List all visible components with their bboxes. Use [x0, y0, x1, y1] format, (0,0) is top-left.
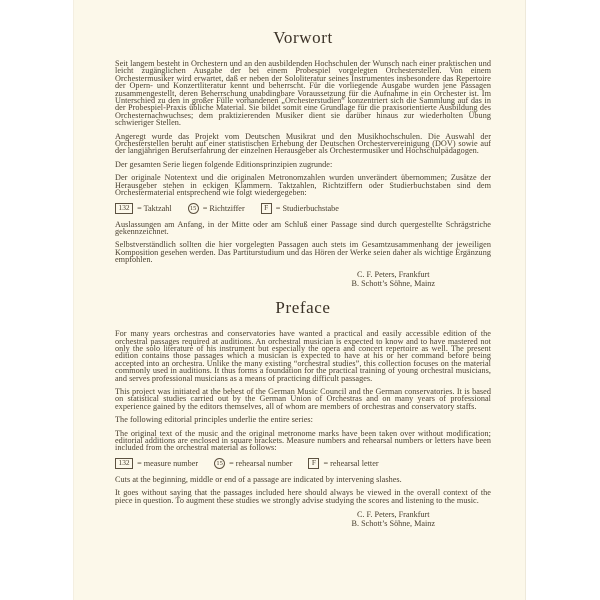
preface-signature-block — [352, 510, 435, 529]
preface-paragraph-6: It goes without saying that the passages included here should always be viewed in the overall context of the piece in question. To augment these studies we strongly advise studying the scores and listening to the music. — [115, 488, 491, 505]
measure-number-label: = measure number — [137, 458, 199, 468]
preface-paragraph-4: The original text of the music and the original metronome marks have been taken over without modification; editorial additions are enclosed in square brackets. Measure numbers and rehearsal numbers or letters have been included from the orchestral material as follows: — [115, 428, 491, 453]
rehearsal-letter-box: F — [261, 203, 272, 214]
vorwort-paragraph-1: Seit langem besteht in Orchestern und an den ausbildenden Hochschulen der Wunsch nach einer praktischen und leicht zugänglichen Ausgabe der bei einem Probespiel vorgelegten Orchesterstellen. Von einem Orchestermusiker wird erwartet, daß er neben der Sololiteratur seines Instrumentes insbesondere das Repertoire der Opern- und Konzertliteratur kennt und beherrscht. Für die vorliegende Ausgabe wurden jene Passagen zusammengestellt, deren Beherrschung unabdingbare Voraussetzung für die Aufnahme in ein Orchester ist. Im Unterschied zu den in großer Fülle vorhandenen „Orchesterstudien“ konzentriert sich die Sammlung auf das in der Probespiel-Praxis übliche Material. Sie bildet somit eine Grundlage für die praxisorientierte Ausbildung des Orchesternachwuchses; dem praktizierenden Musiker dient sie darüber hinaus zur wiederholten Übung schwieriger Stellen. — [115, 59, 491, 128]
preface-paragraph-5: Cuts at the beginning, middle or end of a passage are indicated by intervening slashes. — [115, 474, 402, 484]
publisher-schott: B. Schott’s Söhne, Mainz — [351, 519, 435, 529]
vorwort-notation-legend — [115, 203, 491, 214]
preface-notation-legend — [115, 458, 491, 469]
publisher-peters: C. F. Peters, Frankfurt — [356, 510, 430, 520]
vorwort-title: Vorwort — [273, 28, 333, 47]
vorwort-paragraph-4: Der originale Notentext und die originalen Metronomzahlen wurden unverändert übernommen; Zusätze der Herausgeber stehen in eckigen Klammern. Taktzahlen, Richtziffern oder Studierbuchstaben sind dem Orchestermaterial entsprechend wie folgt wiedergegeben: — [115, 173, 491, 198]
book-page — [73, 0, 526, 600]
measure-number-label: = Taktzahl — [137, 203, 172, 213]
rehearsal-letter-label: = Studierbuchstabe — [275, 203, 339, 213]
rehearsal-number-label: = Richtziffer — [202, 203, 245, 213]
preface-paragraph-2: This project was initiated at the behest of the German Music Council and the German conservatories. It is based on statistical studies carried out by the German Union of Orchestras and on many years of professional experience gained by the editors themselves, all of whom are members of orchestras and conservatory staffs. — [115, 386, 491, 411]
vorwort-signature-block — [352, 270, 435, 289]
rehearsal-number-circle: 15 — [188, 203, 199, 214]
section-vorwort — [115, 28, 491, 288]
preface-paragraph-3: The following editorial principles underlie the entire series: — [115, 415, 313, 425]
preface-title: Preface — [275, 298, 331, 318]
vorwort-paragraph-6: Selbstverständlich sollten die hier vorgelegten Passagen auch stets im Gesamtzusammenhang der jeweiligen Komposition gesehen werden. Das Partiturstudium und das Hören der Werke seien daher als wichtige Ergänzung empfohlen. — [115, 240, 491, 265]
vorwort-paragraph-2: Angeregt wurde das Projekt vom Deutschen Musikrat und den Musikhochschulen. Die Auswahl der Orchesterstellen beruht auf einer statistischen Erhebung der Deutschen Orchestervereinigung (DOV) sowie auf der langjährigen Berufserfahrung der einzelnen Herausgeber als Orchestermusiker und Hochschulpädagogen. — [115, 131, 491, 156]
vorwort-paragraph-3: Der gesamten Serie liegen folgende Editionsprinzipien zugrunde: — [115, 159, 333, 169]
measure-number-box: 132 — [115, 458, 133, 469]
publisher-schott: B. Schott’s Söhne, Mainz — [351, 278, 435, 288]
rehearsal-number-circle: 15 — [214, 458, 225, 469]
preface-paragraph-1: For many years orchestras and conservatories have wanted a practical and easily accessible edition of the orchestral passages required at auditions. An orchestral musician is expected to know and to have mastered not only the solo literature of his instrument but especially the opera and concert repertoire as well. The present edition contains those passages which a musician is expected to have at his or her command before being accepted into an orchestra. Unlike the many existing “orchestral studies”, this collection focuses on the material commonly used in auditions. It thus forms a foundation for the practical training of young orchestral musicians, and serves professional musicians as a means of practicing difficult passages. — [115, 329, 491, 383]
section-preface — [115, 298, 491, 529]
rehearsal-letter-label: = rehearsal letter — [323, 458, 379, 468]
rehearsal-number-label: = rehearsal number — [229, 458, 293, 468]
rehearsal-letter-box: F — [308, 458, 319, 469]
measure-number-box: 132 — [115, 203, 133, 214]
vorwort-paragraph-5: Auslassungen am Anfang, in der Mitte oder am Schluß einer Passage sind durch quergestellte Schrägstriche gekennzeichnet. — [115, 219, 491, 236]
publisher-peters: C. F. Peters, Frankfurt — [356, 269, 430, 279]
